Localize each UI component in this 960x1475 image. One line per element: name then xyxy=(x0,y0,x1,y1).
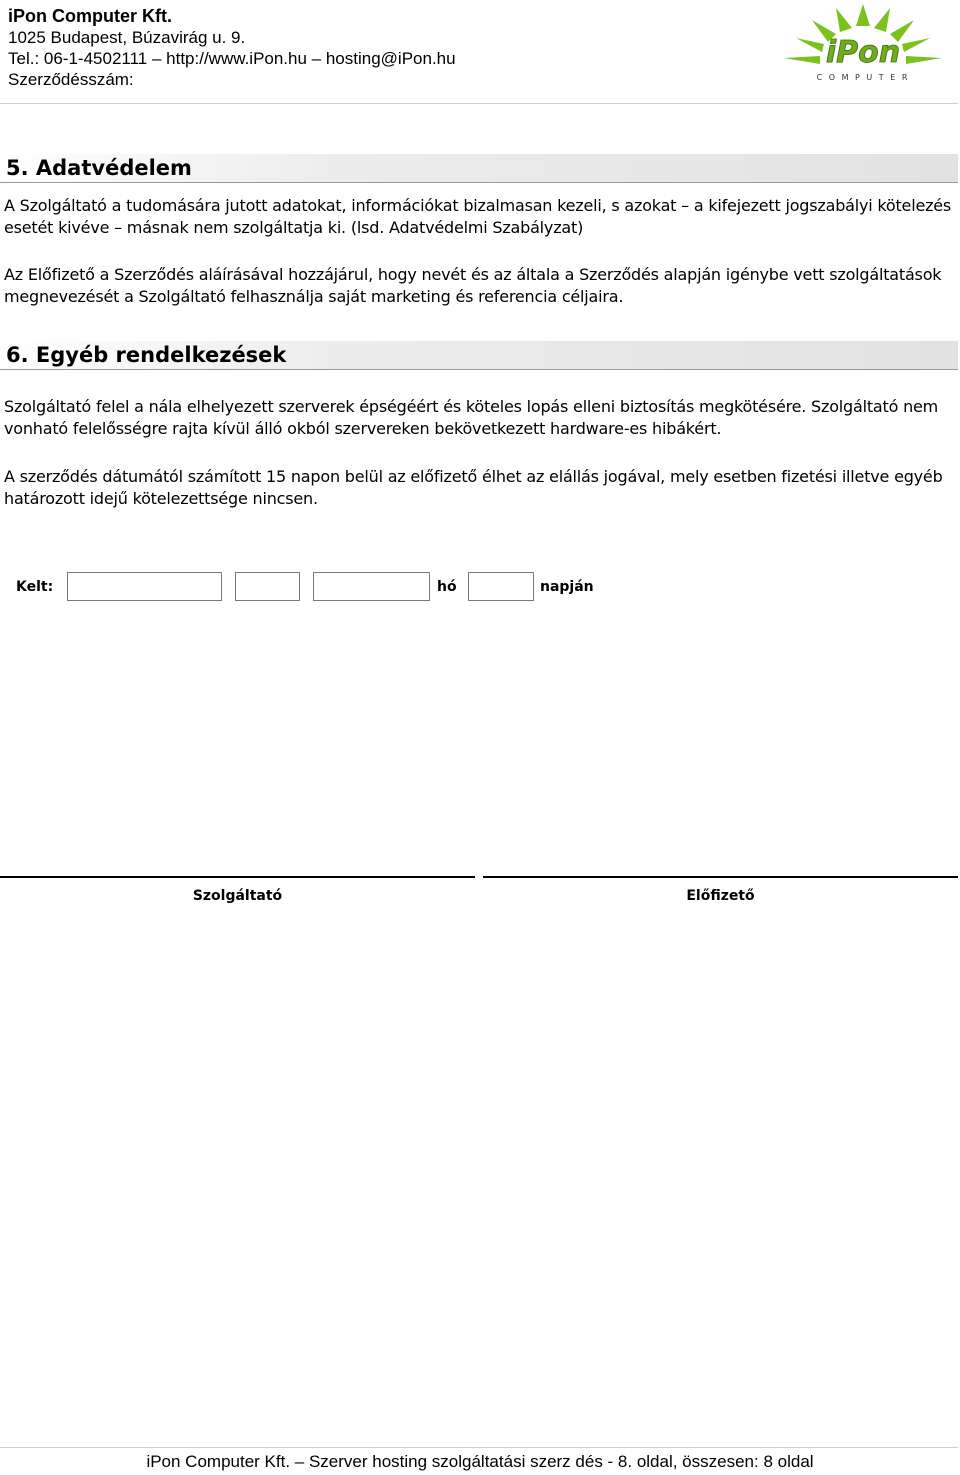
footer-divider xyxy=(0,1447,958,1448)
company-name: iPon Computer Kft. xyxy=(8,6,172,26)
month-field[interactable] xyxy=(313,572,430,601)
provider-signature-label: Szolgáltató xyxy=(192,888,283,904)
contract-number-label: Szerződésszám: xyxy=(8,70,134,89)
section-heading-privacy xyxy=(0,154,958,183)
day-field[interactable] xyxy=(468,572,534,601)
company-address: 1025 Budapest, Búzavirág u. 9. xyxy=(8,28,246,47)
provisions-paragraph-1: Szolgáltató felel a nála elhelyezett szerverek épségéért és köteles lopás elleni biztosítás megkötésére. Szolgáltató nem vonható felelősségre rajta kívül álló okból szervereken bekövetkezett hardware-es hibákért. xyxy=(4,397,939,438)
ho-label: hó xyxy=(437,579,457,595)
logo-wordmark: iPon xyxy=(825,35,901,70)
kelt-label: Kelt: xyxy=(16,579,54,595)
section-title: 5. Adatvédelem xyxy=(6,156,192,180)
year-field[interactable] xyxy=(235,572,300,601)
letterhead xyxy=(8,6,456,90)
napjan-label: napján xyxy=(540,579,594,595)
section-heading-other-provisions xyxy=(0,341,958,370)
provisions-paragraph-2: A szerződés dátumától számított 15 napon belül az előfizető élhet az elállás jogával, mely esetben fizetési illetve egyéb határozott idejű kötelezettsége nincsen. xyxy=(4,467,943,508)
company-contact: Tel.: 06-1-4502111 – http://www.iPon.hu – hosting@iPon.hu xyxy=(8,49,456,68)
ipon-logo xyxy=(774,2,952,86)
provider-signature-line xyxy=(0,876,475,878)
page-footer: iPon Computer Kft. – Szerver hosting szolgáltatási szerz dés - 8. oldal, összesen: 8 oldal xyxy=(146,1452,814,1471)
section-title: 6. Egyéb rendelkezések xyxy=(6,343,287,367)
privacy-paragraph-1: A Szolgáltató a tudomására jutott adatokat, információkat bizalmasan kezeli, s azokat – a kifejezett jogszabályi kötelezés esetét kivéve – másnak nem szolgáltatja ki. (lsd. Adatvédelmi Szabályzat) xyxy=(4,196,952,237)
subscriber-signature-label: Előfizető xyxy=(686,888,755,904)
subscriber-signature-line xyxy=(483,876,958,878)
place-field[interactable] xyxy=(67,572,222,601)
header-divider xyxy=(0,103,958,104)
privacy-paragraph-2: Az Előfizető a Szerződés aláírásával hozzájárul, hogy nevét és az általa a Szerződés alapján igénybe vett szolgáltatások megnevezését a Szolgáltató felhasználja saját marketing és referencia céljaira. xyxy=(4,265,942,306)
logo-subtext: C O M P U T E R xyxy=(816,73,910,82)
